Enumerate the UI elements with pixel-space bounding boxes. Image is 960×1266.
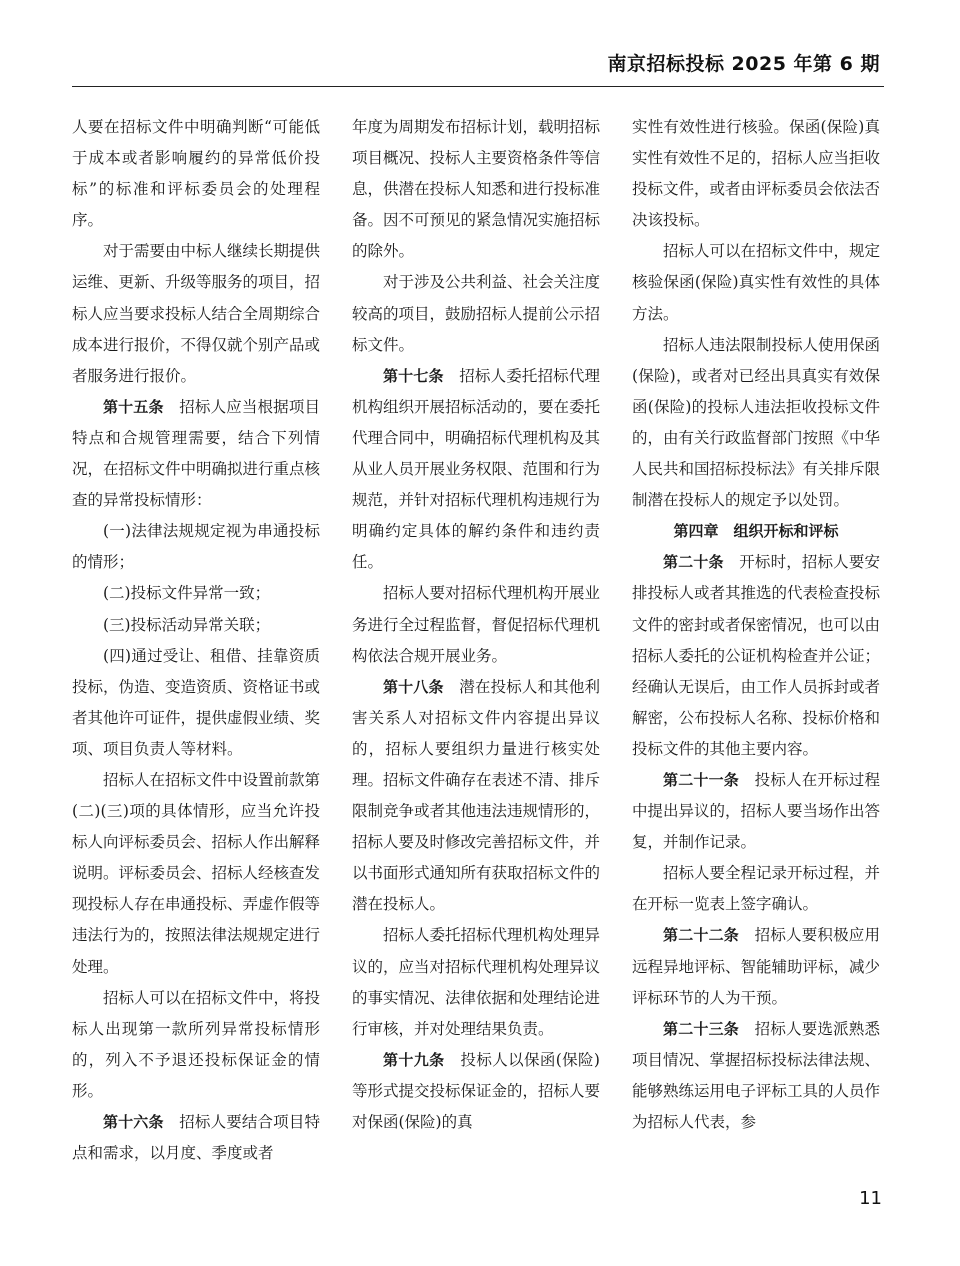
paragraph: 年度为周期发布招标计划，载明招标项目概况、投标人主要资格条件等信息，供潜在投标人知悉和进行投标准备。因不可预见的紧急情况实施招标的除外。 bbox=[352, 118, 601, 261]
article-text: 潜在投标人和其他利害关系人对招标文件内容提出异议的，招标人要组织力量进行核实处理。招标文件确存在表述不清、排斥限制竞争或者其他违法违规情形的，招标人要及时修改完善招标文件，并以书面形式通知所有获取招标文件的潜在投标人。 bbox=[352, 677, 601, 914]
article-15 bbox=[72, 392, 320, 516]
article-22 bbox=[632, 920, 880, 1013]
article-20 bbox=[632, 547, 880, 765]
paragraph: 招标人在招标文件中设置前款第(二)(三)项的具体情形，应当允许投标人向评标委员会、招标人作出解释说明。评标委员会、招标人经核查发现投标人存在串通投标、弄虚作假等违法行为的，按照法律法规规定进行处理。 bbox=[72, 770, 321, 976]
article-title: 第十八条 bbox=[383, 677, 444, 696]
list-item: (二)投标文件异常一致； bbox=[103, 584, 271, 603]
text-column-1 bbox=[72, 112, 320, 1169]
journal-title: 南京招标投标 2025 年第 6 期 bbox=[607, 53, 880, 75]
paragraph: 招标人委托招标代理机构处理异议的，应当对招标代理机构处理异议的事实情况、法律依据和处理结论进行审核，并对处理结果负责。 bbox=[352, 926, 601, 1038]
article-title: 第十六条 bbox=[103, 1113, 164, 1131]
paragraph: 招标人违法限制投标人使用保函(保险)，或者对已经出具真实有效保函(保险)的投标人违法拒收投标文件的，由有关行政监督部门按照《中华人民共和国招标投标法》有关排斥限制潜在投标人的规定予以处罚。 bbox=[632, 335, 881, 510]
paragraph: 人要在招标文件中明确判断“可能低于成本或者影响履约的异常低价投标”的标准和评标委员会的处理程序。 bbox=[72, 118, 320, 230]
article-text: 招标人要结合项目特点和需求，以月度、季度或者 bbox=[72, 1113, 320, 1163]
text-column-3 bbox=[632, 112, 880, 1138]
article-17 bbox=[352, 361, 600, 579]
article-text: 投标人以保函(保险)等形式提交投标保证金的，招标人要对保函(保险)的真 bbox=[352, 1050, 601, 1131]
article-title: 第二十二条 bbox=[663, 926, 739, 945]
article-title: 第二十三条 bbox=[663, 1019, 739, 1038]
article-text: 招标人应当根据项目特点和合规管理需要，结合下列情况，在招标文件中明确拟进行重点核查的异常投标情形： bbox=[72, 397, 321, 510]
article-title: 第十九条 bbox=[383, 1050, 445, 1069]
paragraph: 对于需要由中标人继续长期提供运维、更新、升级等服务的项目，招标人应当要求投标人结合全周期综合成本进行报价，不得仅就个别产品或者服务进行报价。 bbox=[72, 242, 321, 385]
paragraph: 实性有效性进行核验。保函(保险)真实性有效性不足的，招标人应当拒收投标文件，或者由评标委员会依法否决该投标。 bbox=[632, 118, 881, 230]
article-text: 招标人委托招标代理机构组织开展招标活动的，要在委托代理合同中，明确招标代理机构及其从业人员开展业务权限、范围和行为规范，并针对招标代理机构违规行为明确约定具体的解约条件和违约责任。 bbox=[352, 366, 601, 572]
text-column-2 bbox=[352, 112, 600, 1138]
paragraph: 招标人要全程记录开标过程，并在开标一览表上签字确认。 bbox=[632, 864, 881, 914]
article-text: 开标时，招标人要安排投标人或者其推选的代表检查投标文件的密封或者保密情况，也可以由招标人委托的公证机构检查并公证；经确认无误后，由工作人员拆封或者解密，公布投标人名称、投标价格和投标文件的其他主要内容。 bbox=[632, 553, 881, 758]
article-18 bbox=[352, 672, 600, 921]
paragraph: 招标人要对招标代理机构开展业务进行全过程监督，督促招标代理机构依法合规开展业务。 bbox=[352, 584, 601, 665]
article-text: 招标人要选派熟悉项目情况、掌握招标投标法律法规、能够熟练运用电子评标工具的人员作为招标人代表，参 bbox=[632, 1019, 881, 1131]
paragraph: 招标人可以在招标文件中，规定核验保函(保险)真实性有效性的具体方法。 bbox=[632, 242, 881, 323]
list-item: (三)投标活动异常关联； bbox=[103, 615, 271, 634]
chapter-heading: 第四章 组织开标和评标 bbox=[673, 522, 839, 541]
article-title: 第十五条 bbox=[103, 397, 164, 416]
article-title: 第二十一条 bbox=[663, 770, 739, 789]
article-text: 投标人在开标过程中提出异议的，招标人要当场作出答复，并制作记录。 bbox=[632, 770, 881, 852]
page-number: 11 bbox=[859, 1188, 882, 1209]
list-item: (四)通过受让、租借、挂靠资质投标，伪造、变造资质、资格证书或者其他许可证件，提供虚假业绩、奖项、项目负责人等材料。 bbox=[72, 646, 321, 758]
article-text: 招标人要积极应用远程异地评标、智能辅助评标，减少评标环节的人为干预。 bbox=[632, 926, 881, 1007]
article-16 bbox=[72, 1107, 320, 1169]
article-23 bbox=[632, 1014, 880, 1138]
article-21 bbox=[632, 765, 880, 858]
article-19 bbox=[352, 1045, 600, 1138]
article-title: 第二十条 bbox=[663, 553, 724, 572]
article-title: 第十七条 bbox=[383, 366, 444, 385]
list-item: (一)法律法规规定视为串通投标的情形； bbox=[72, 522, 320, 572]
paragraph: 对于涉及公共利益、社会关注度较高的项目，鼓励招标人提前公示招标文件。 bbox=[352, 273, 601, 354]
paragraph: 招标人可以在招标文件中，将投标人出现第一款所列异常投标情形的，列入不予退还投标保证金的情形。 bbox=[72, 988, 321, 1100]
page-header bbox=[72, 0, 884, 87]
